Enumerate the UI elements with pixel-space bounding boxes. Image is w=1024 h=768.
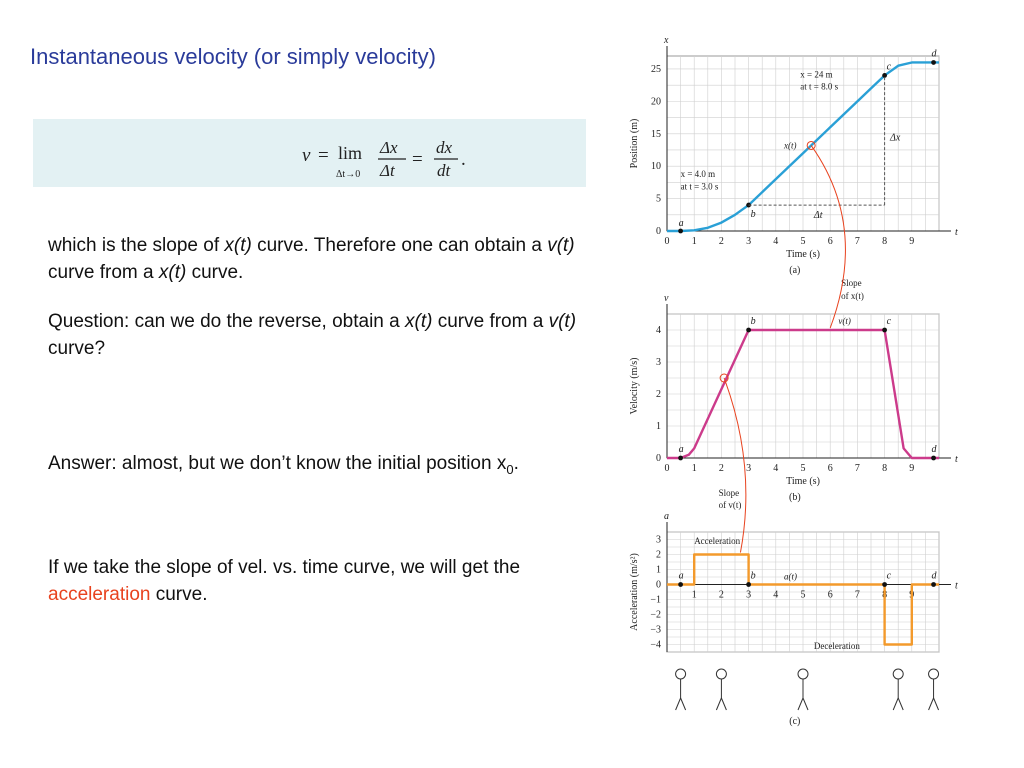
y-tick-label: 1 [656, 564, 661, 576]
x-tick-label: 8 [882, 463, 888, 474]
x-axis-label: Time (s) [786, 476, 820, 487]
point-label-a: a [678, 218, 684, 229]
paragraph-slope [48, 232, 578, 286]
stick-figure-head-3 [893, 669, 903, 679]
velocity-formula [300, 137, 490, 188]
acceleration-highlight: acceleration [48, 584, 151, 605]
text-run-italic: x(t) [158, 262, 187, 283]
x-axis-symbol: t [955, 227, 958, 238]
x-tick-label: 6 [827, 236, 833, 247]
text-run: curve from a [48, 262, 159, 283]
x-axis-label: Time (s) [786, 249, 820, 260]
point-label-c: c [886, 316, 892, 327]
point-label-a: a [678, 570, 684, 582]
y-axis-symbol: a [664, 511, 669, 522]
slope-a-label-2: of x(t) [841, 291, 864, 301]
stick-figure-head-1 [716, 669, 726, 679]
text-run-italic: v(t) [547, 235, 575, 256]
point-a [678, 229, 683, 234]
text-run: If we take the slope of vel. vs. time curve, we will get the [48, 557, 521, 578]
deceleration-note: Deceleration [813, 641, 860, 651]
point-d [931, 582, 936, 587]
x-tick-label: 8 [882, 236, 888, 247]
point-c [882, 582, 887, 587]
y-axis-label: Position (m) [629, 118, 640, 169]
x-tick-label: 4 [773, 589, 779, 601]
point-b [746, 582, 751, 587]
slide-title: Instantaneous velocity (or simply velocity) [30, 44, 436, 69]
x-tick-label: 0 [664, 236, 670, 247]
point-label-a: a [678, 444, 684, 455]
y-tick-label: 0 [656, 579, 661, 591]
x-tick-label: 4 [773, 236, 779, 247]
y-tick-label: 2 [656, 549, 661, 561]
figure-caption: (b) [789, 492, 801, 503]
stick-figure-leg-1 [716, 698, 721, 710]
stick-figure-leg-3 [893, 698, 898, 710]
y-tick-label: −4 [650, 639, 661, 651]
c-note-2: at t = 8.0 s [800, 81, 839, 92]
x-tick-label: 2 [718, 236, 724, 247]
kinematics-figure-svg [612, 36, 962, 736]
y-tick-label: 0 [656, 453, 661, 464]
delta-x-label: Δx [890, 132, 901, 144]
point-d [931, 60, 936, 65]
formula-eq2: = [412, 149, 423, 170]
y-tick-label: 3 [656, 534, 661, 546]
point-label-d: d [931, 570, 937, 582]
text-run: curve. [150, 584, 208, 605]
acceleration-note: Acceleration [694, 536, 741, 546]
point-label-c: c [886, 61, 892, 73]
stick-figure-leg-4 [934, 698, 939, 710]
formula-eq: = [318, 145, 329, 166]
x-tick-label: 0 [664, 463, 670, 474]
x-tick-label: 9 [909, 589, 915, 601]
text-run: . [513, 453, 519, 474]
y-axis-label: Acceleration (m/s²) [629, 553, 640, 631]
figure-caption: (a) [789, 265, 801, 276]
text-run: curve? [48, 338, 106, 359]
x-tick-label: 1 [691, 589, 697, 601]
x-tick-label: 2 [718, 463, 724, 474]
y-tick-label: 1 [656, 421, 661, 432]
x-tick-label: 1 [691, 236, 697, 247]
x-axis-symbol: t [955, 454, 958, 465]
point-label-d: d [931, 444, 937, 455]
slope-b-label-1: Slope [718, 488, 740, 498]
x-axis-symbol: t [955, 580, 958, 592]
text-run-italic: x(t) [224, 235, 252, 256]
formula-num1: Δx [380, 138, 398, 157]
y-tick-label: 20 [651, 96, 661, 108]
stick-figure-leg-4 [929, 698, 934, 710]
slope-b-label-2: of v(t) [718, 500, 742, 510]
x-tick-label: 5 [800, 589, 806, 601]
v-of-t-label: v(t) [838, 316, 851, 326]
text-run: curve from a [432, 311, 549, 332]
text-run: curve. [186, 262, 244, 283]
point-label-b: b [750, 316, 756, 327]
y-tick-label: 4 [656, 325, 661, 336]
y-axis-symbol: v [664, 293, 669, 304]
point-label-b: b [750, 570, 756, 582]
text-run: Question: can we do the reverse, obtain a [48, 311, 405, 332]
x-tick-label: 7 [854, 589, 860, 601]
x-tick-label: 6 [827, 589, 833, 601]
text-run-italic: x(t) [405, 311, 433, 332]
text-run: curve. Therefore one can obtain a [251, 235, 548, 256]
stick-figure-leg-1 [721, 698, 726, 710]
formula-num2: dx [436, 138, 453, 157]
x-tick-label: 4 [773, 463, 779, 474]
formula-den1: Δt [380, 161, 395, 180]
formula-den2: dt [437, 161, 451, 180]
a-of-t-label: a(t) [783, 571, 797, 582]
x-tick-label: 3 [746, 236, 752, 247]
formula-lhs: v [302, 145, 311, 166]
paragraph-answer [48, 450, 578, 483]
y-axis-symbol: x [664, 36, 669, 46]
y-tick-label: 5 [656, 193, 661, 205]
figure-caption: (c) [789, 716, 801, 727]
point-label-c: c [886, 570, 892, 582]
x-tick-label: 8 [882, 589, 888, 601]
stick-figure-leg-2 [798, 698, 803, 710]
y-tick-label: 3 [656, 357, 661, 368]
kinematics-figure [612, 36, 962, 736]
y-tick-label: 2 [656, 389, 661, 400]
text-run: Answer: almost, but we don’t know the initial position x [48, 453, 507, 474]
slope-a-label-1: Slope [841, 278, 862, 288]
x-tick-label: 2 [718, 589, 724, 601]
formula-end: . [461, 149, 466, 170]
text-run-italic: v(t) [548, 311, 577, 332]
y-tick-label: 15 [651, 128, 661, 140]
stick-figure-head-0 [676, 669, 686, 679]
y-tick-label: 25 [651, 63, 661, 75]
stick-figure-head-4 [929, 669, 939, 679]
y-tick-label: −1 [650, 594, 661, 606]
delta-t-label: Δt [813, 210, 823, 222]
point-a [678, 582, 683, 587]
paragraph-question [48, 308, 578, 362]
stick-figure-leg-3 [898, 698, 903, 710]
point-label-b: b [750, 209, 756, 221]
y-tick-label: 10 [651, 161, 661, 173]
x-tick-label: 9 [909, 463, 915, 474]
y-axis-label: Velocity (m/s) [629, 357, 640, 415]
subscript: 0 [506, 461, 514, 477]
formula-lim-sub: Δt→0 [336, 169, 361, 180]
point-d [931, 456, 936, 461]
text-run: which is the slope of [48, 235, 225, 256]
formula-lim: lim [338, 143, 363, 163]
x-tick-label: 3 [746, 589, 752, 601]
x-tick-label: 7 [854, 463, 860, 474]
point-label-d: d [931, 48, 937, 60]
y-tick-label: 0 [656, 226, 661, 237]
x-of-t-label: x(t) [783, 140, 797, 151]
x-tick-label: 9 [909, 236, 915, 247]
point-c [882, 328, 887, 333]
x-tick-label: 5 [800, 463, 806, 474]
x-tick-label: 1 [691, 463, 697, 474]
point-b [746, 328, 751, 333]
b-note-1: x = 4.0 m [680, 169, 716, 180]
paragraph-acceleration [48, 554, 578, 608]
c-note-1: x = 24 m [800, 69, 833, 80]
y-tick-label: −3 [650, 624, 661, 636]
x-tick-label: 5 [800, 236, 806, 247]
y-tick-label: −2 [650, 609, 661, 621]
x-tick-label: 3 [746, 463, 752, 474]
x-tick-label: 7 [854, 236, 860, 247]
stick-figure-leg-0 [676, 698, 681, 710]
point-a [678, 456, 683, 461]
x-tick-label: 6 [827, 463, 833, 474]
stick-figure-head-2 [798, 669, 808, 679]
stick-figure-leg-0 [681, 698, 686, 710]
b-note-2: at t = 3.0 s [680, 181, 719, 192]
formula-svg [300, 137, 490, 183]
stick-figure-leg-2 [803, 698, 808, 710]
